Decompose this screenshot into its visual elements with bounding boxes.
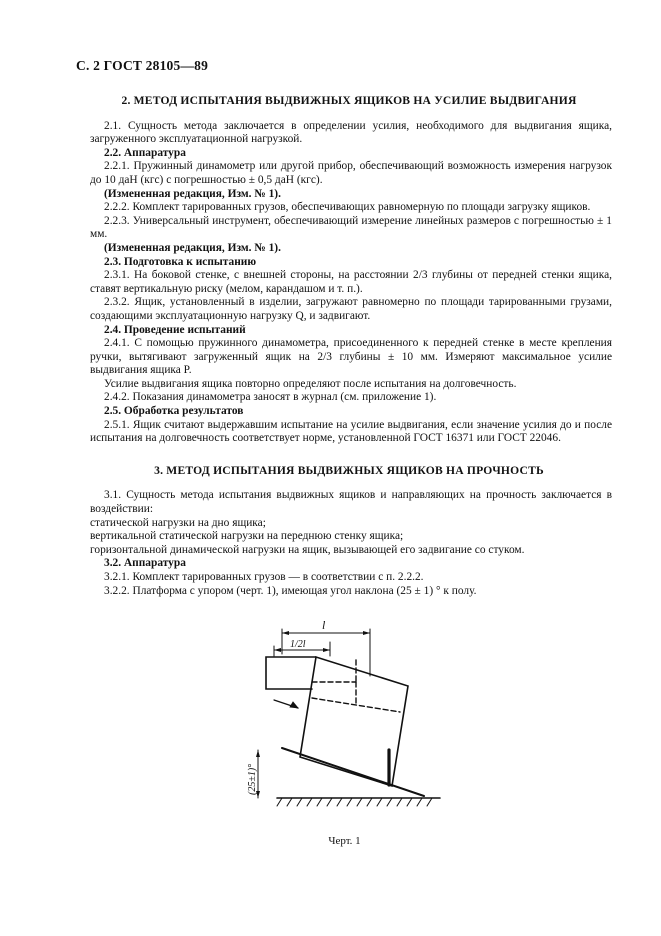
- para-2-4-1b: Усилие выдвигания ящика повторно определяют после испытания на долговечность.: [104, 377, 517, 390]
- heading-2-5: 2.5. Обработка результатов: [104, 405, 244, 418]
- list-item-1: статической нагрузки на дно ящика;: [90, 516, 266, 529]
- amendment-note-1: (Измененная редакция, Изм. № 1).: [104, 187, 281, 200]
- list-item-3: горизонтальной динамической нагрузки на ящик, вызывающей его задвигание со стуком.: [90, 543, 525, 556]
- heading-3-2: 3.2. Аппаратура: [104, 557, 186, 570]
- dimension-label-half: 1/2l: [290, 639, 306, 650]
- hidden-lines: [312, 660, 400, 712]
- para-3-2-2: 3.2.2. Платформа с упором (черт. 1), имеющая угол наклона (25 ± 1) ° к полу.: [104, 584, 477, 597]
- para-2-2-1: 2.2.1. Пружинный динамометр или другой прибор, обеспечивающий возможность измерения нагрузок до 10 даН (кгс) с погрешностью ± 0,5 даН (кгс).: [90, 160, 612, 186]
- heading-2-3: 2.3. Подготовка к испытанию: [104, 255, 257, 268]
- document-body: [90, 94, 612, 598]
- para-2-5-1: 2.5.1. Ящик считают выдержавшим испытание на усилие выдвигания, если значение усилия до и после испытания на долговечность соответствует норме, установленной ГОСТ 16371 или ГОСТ 22046.: [90, 418, 612, 445]
- amendment-note-2: (Измененная редакция, Изм. № 1).: [104, 241, 281, 254]
- force-arrowhead: [290, 702, 298, 708]
- para-3-2-1: 3.2.1. Комплект тарированных грузов — в соответствии с п. 2.2.2.: [104, 571, 424, 583]
- dimension-label-l: l: [322, 618, 326, 632]
- para-2-1: 2.1. Сущность метода заключается в определении усилия, необходимого для выдвигания ящика, загруженного эксплуатационной нагрузкой.: [90, 119, 612, 146]
- figure-caption: [0, 835, 661, 847]
- para-2-4-2: 2.4.2. Показания динамометра заносят в журнал (см. приложение 1).: [104, 391, 437, 404]
- para-2-3-1: 2.3.1. На боковой стенке, с внешней стороны, на расстоянии 2/3 глубины от передней стенки ящика, ставят вертикальную риску (мелом, карандашом и т. п.).: [90, 269, 612, 295]
- inclined-platform: [282, 748, 424, 796]
- angle-label: (25±1)°: [247, 763, 258, 795]
- section-2-title: 2. МЕТОД ИСПЫТАНИЯ ВЫДВИЖНЫХ ЯЩИКОВ НА УСИЛИЕ ВЫДВИГАНИЯ: [121, 94, 577, 107]
- figure-caption-text: Черт. 1: [328, 835, 361, 847]
- floor-hatching: [277, 798, 432, 806]
- drawer-box: [300, 657, 408, 786]
- drawer-extended-part: [266, 657, 316, 689]
- heading-2-2: 2.2. Аппаратура: [104, 146, 186, 159]
- section-3-title: 3. МЕТОД ИСПЫТАНИЯ ВЫДВИЖНЫХ ЯЩИКОВ НА ПРОЧНОСТЬ: [154, 463, 544, 477]
- para-2-2-3: 2.2.3. Универсальный инструмент, обеспечивающий измерение линейных размеров с погрешностью ± 1 мм.: [90, 214, 612, 241]
- figure-1-drawing: [247, 618, 452, 820]
- list-item-2: вертикальной статической нагрузки на переднюю стенку ящика;: [90, 530, 404, 543]
- para-2-3-2: 2.3.2. Ящик, установленный в изделии, загружают равномерно по площади тарированными грузами, создающими эксплуатационную нагрузку Q, и задвигают.: [90, 296, 612, 322]
- para-2-4-1: 2.4.1. С помощью пружинного динамометра, присоединенного к передней стенке в месте крепления ручки, вытягивают загруженный ящик на 2/3 глубины ± 10 мм. Измеряют максимальное усилие выдвигания ящика P.: [90, 337, 612, 377]
- page-header: С. 2 ГОСТ 28105—89: [76, 58, 209, 73]
- para-3-1: 3.1. Сущность метода испытания выдвижных ящиков и направляющих на прочность заключается в воздействии:: [90, 489, 612, 516]
- heading-2-4: 2.4. Проведение испытаний: [104, 323, 246, 336]
- para-2-2-2: 2.2.2. Комплект тарированных грузов, обеспечивающих равномерную по площади загрузку ящиков.: [104, 201, 591, 214]
